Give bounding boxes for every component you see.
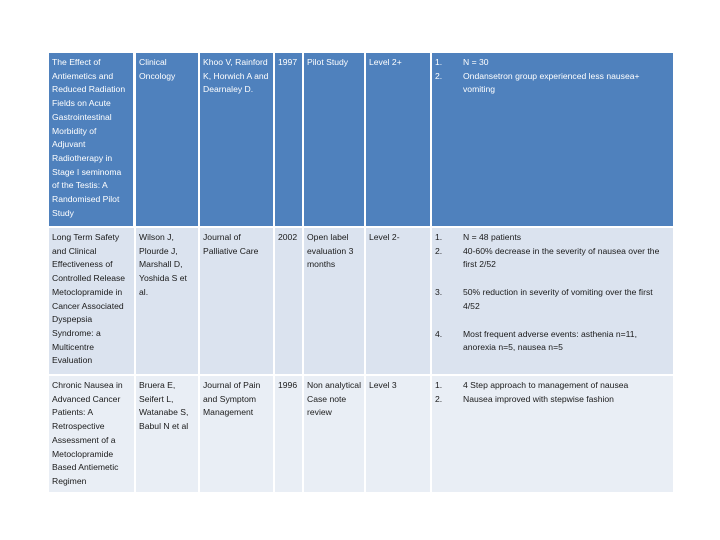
- source-cell-a: Bruera E, Seifert L, Watanabe S, Babul N et al: [136, 376, 198, 492]
- outcome-text: N = 30: [463, 57, 489, 67]
- outcome-number: 2.: [435, 245, 443, 256]
- outcome-item: [435, 231, 670, 245]
- study-title-cell: Long Term Safety and Clinical Effectiveness of Controlled Release Metoclopramide in Cancer Associated Dyspepsia Syndrome: a Multicentre Evaluation: [49, 228, 134, 374]
- outcome-text: 40-60% decrease in the severity of nausea over the first 2/52: [463, 245, 660, 270]
- year-cell: 1997: [275, 53, 302, 226]
- study-title-cell: The Effect of Antiemetics and Reduced Radiation Fields on Acute Gastrointestinal Morbidity of Adjuvant Radiotherapy in Stage I seminoma of the Testis: A Randomised Pilot Study: [49, 53, 134, 226]
- outcome-item: [435, 56, 670, 70]
- design-cell: Non analytical Case note review: [304, 376, 364, 492]
- outcome-text: Nausea improved with stepwise fashion: [463, 393, 614, 404]
- outcomes-cell: [432, 228, 673, 374]
- outcome-item: [435, 286, 670, 313]
- outcome-number: 4.: [435, 328, 443, 339]
- outcome-item: [435, 328, 670, 355]
- source-cell-b: Journal of Palliative Care: [200, 228, 273, 374]
- evidence-level-cell: Level 3: [366, 376, 430, 492]
- outcome-text: N = 48 patients: [463, 232, 522, 242]
- outcome-number: 1.: [435, 380, 443, 390]
- outcome-number: 2.: [435, 70, 443, 81]
- outcomes-cell: [432, 376, 673, 492]
- table-row: [49, 53, 673, 226]
- outcome-text: Most frequent adverse events: asthenia n=11, anorexia n=5, nausea n=5: [463, 328, 637, 353]
- table-row: [49, 376, 673, 492]
- study-title-cell: Chronic Nausea in Advanced Cancer Patients: A Retrospective Assessment of a Metoclopramide Based Antiemetic Regimen: [49, 376, 134, 492]
- outcome-item: [435, 393, 670, 407]
- design-cell: Open label evaluation 3 months: [304, 228, 364, 374]
- evidence-level-cell: Level 2-: [366, 228, 430, 374]
- table-row: [49, 228, 673, 374]
- outcome-text: 4 Step approach to management of nausea: [463, 380, 629, 390]
- evidence-table-body: [49, 53, 673, 492]
- outcome-number: 1.: [435, 232, 443, 242]
- evidence-table: [47, 51, 675, 494]
- year-cell: 2002: [275, 228, 302, 374]
- year-cell: 1996: [275, 376, 302, 492]
- outcome-number: 1.: [435, 57, 443, 67]
- source-cell-b: Khoo V, Rainford K, Horwich A and Dearnaley D.: [200, 53, 273, 226]
- source-cell-b: Journal of Pain and Symptom Management: [200, 376, 273, 492]
- outcome-number: 3.: [435, 287, 443, 298]
- outcome-item: [435, 245, 670, 272]
- evidence-level-cell: Level 2+: [366, 53, 430, 226]
- outcomes-cell: [432, 53, 673, 226]
- source-cell-a: Wilson J, Plourde J, Marshall D, Yoshida S et al.: [136, 228, 198, 374]
- source-cell-a: Clinical Oncology: [136, 53, 198, 226]
- outcome-item: [435, 379, 670, 393]
- outcome-text: Ondansetron group experienced less nausea+ vomiting: [463, 70, 640, 95]
- design-cell: Pilot Study: [304, 53, 364, 226]
- outcome-number: 2.: [435, 393, 443, 404]
- outcome-text: 50% reduction in severity of vomiting over the first 4/52: [463, 287, 653, 311]
- outcome-item: [435, 70, 670, 97]
